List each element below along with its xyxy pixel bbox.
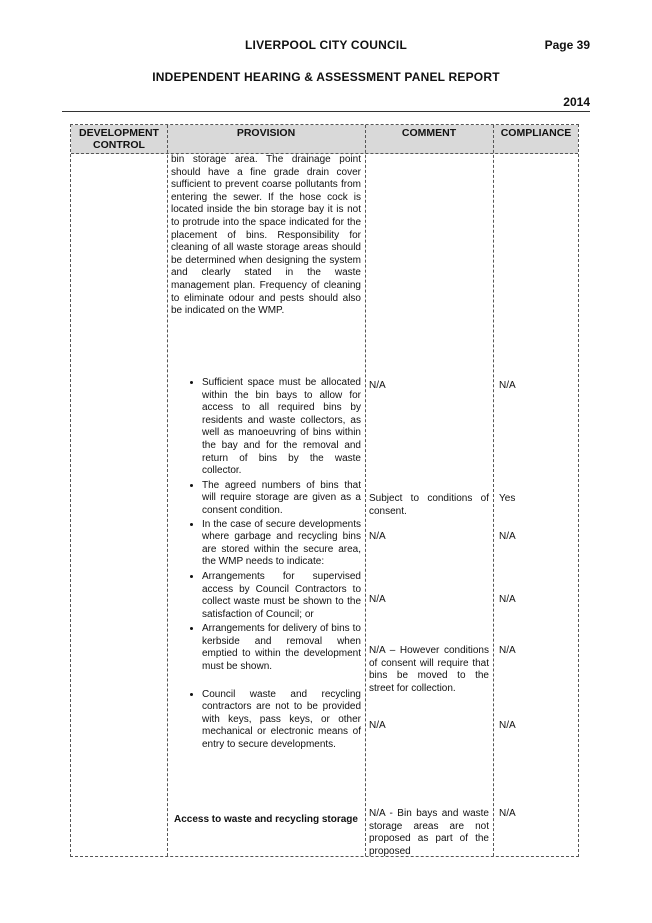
provision-bullet-list bbox=[174, 377, 361, 752]
comment-cell: N/A bbox=[369, 380, 386, 391]
provision-bullet: • Arrangements for supervised access by Council Contractors to collect waste must be shown to the satisfaction of Council; or bbox=[202, 571, 361, 621]
provision-bullet: • Sufficient space must be allocated within the bin bays to allow for access to all required bins by residents and waste collectors, as well as manoeuvring of bins within the bay and for the removal and return of bins by the waste collector. bbox=[202, 377, 361, 478]
access-provision-heading: Access to waste and recycling storage bbox=[174, 814, 358, 825]
comment-cell: N/A - Bin bays and waste storage areas are not proposed as part of the proposed bbox=[369, 808, 489, 857]
report-year: 2014 bbox=[563, 95, 590, 109]
comment-cell: N/A bbox=[369, 594, 386, 605]
provision-bullet: • Council waste and recycling contractors are not to be provided with keys, pass keys, or other mechanical or electronic means of entry to secure developments. bbox=[202, 689, 361, 752]
council-name: LIVERPOOL CITY COUNCIL bbox=[245, 38, 407, 52]
col-provision: PROVISION bbox=[236, 127, 296, 139]
table-header bbox=[71, 125, 578, 154]
col-comment: COMMENT bbox=[401, 127, 457, 139]
comment-cell: N/A bbox=[369, 531, 386, 542]
provision-bullet: • Arrangements for delivery of bins to kerbside and removal when emptied to within the development must be shown. bbox=[202, 623, 361, 673]
compliance-table bbox=[70, 124, 579, 857]
page-number: Page 39 bbox=[544, 38, 590, 52]
compliance-cell: N/A bbox=[499, 380, 516, 391]
header-divider bbox=[62, 111, 590, 112]
compliance-cell: N/A bbox=[499, 720, 516, 731]
column-divider bbox=[493, 125, 494, 856]
provision-continued-text: bin storage area. The drainage point should have a fine grade drain cover sufficient to prevent coarse pollutants from entering the sewer. If the hose cock is located inside the bin storage bay it is not to protrude into the space indicated for the placement of bins. Responsibility for cleaning of all waste storage areas should be determined when designing the system and clearly stated in the waste management plan. Frequency of cleaning to eliminate odour and pests should also be indicated on the WMP. bbox=[171, 154, 361, 317]
compliance-cell: Yes bbox=[499, 493, 516, 504]
col-compliance: COMPLIANCE bbox=[500, 127, 572, 139]
col-development-control: DEVELOPMENT CONTROL bbox=[79, 127, 159, 151]
report-title: INDEPENDENT HEARING & ASSESSMENT PANEL REPORT bbox=[152, 70, 500, 84]
column-divider bbox=[167, 125, 168, 856]
comment-cell: N/A bbox=[369, 720, 386, 731]
comment-cell: Subject to conditions of consent. bbox=[369, 493, 489, 517]
compliance-cell: N/A bbox=[499, 645, 516, 656]
compliance-cell: N/A bbox=[499, 594, 516, 605]
provision-bullet: • In the case of secure developments where garbage and recycling bins are stored within the secure area, the WMP needs to indicate: bbox=[202, 519, 361, 569]
provision-bullet: • The agreed numbers of bins that will require storage are given as a consent condition. bbox=[202, 480, 361, 518]
compliance-cell: N/A bbox=[499, 531, 516, 542]
column-divider bbox=[365, 125, 366, 856]
comment-cell: N/A – However conditions of consent will require that bins be moved to the street for collection. bbox=[369, 645, 489, 694]
compliance-cell: N/A bbox=[499, 808, 516, 819]
